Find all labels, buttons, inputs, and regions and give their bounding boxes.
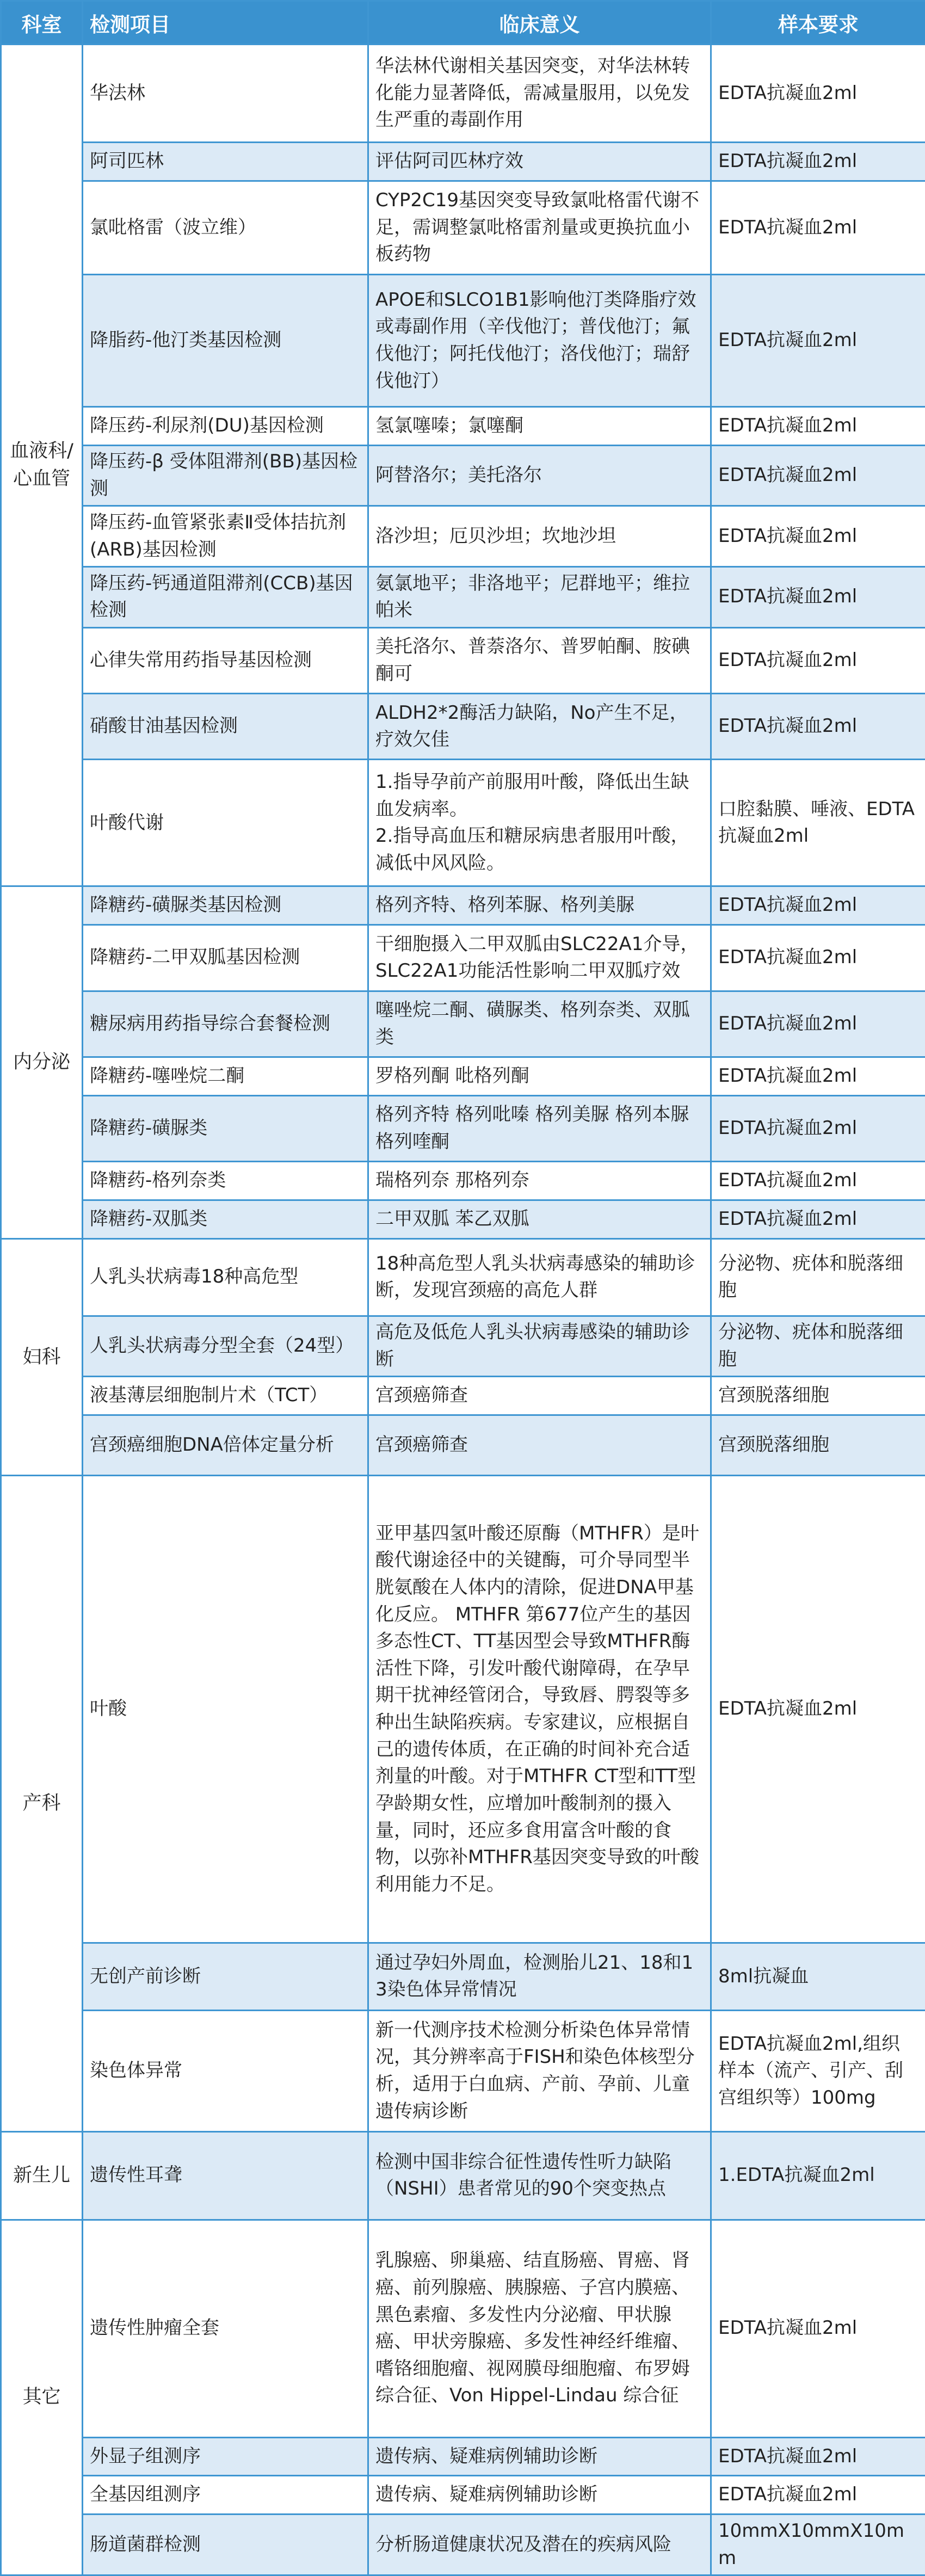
table-row — [1, 2515, 925, 2575]
sample-requirement-cell: EDTA抗凝血2ml — [711, 991, 925, 1057]
table-row — [1, 1415, 925, 1476]
table-row — [1, 1238, 925, 1316]
test-item-cell: 降压药-钙通道阻滞剂(CCB)基因检测 — [83, 566, 368, 627]
test-item-cell: 外显子组测序 — [83, 2437, 368, 2476]
table-row — [1, 1162, 925, 1200]
test-item-cell: 华法林 — [83, 45, 368, 143]
sample-requirement-cell: EDTA抗凝血2ml — [711, 1476, 925, 1943]
sample-requirement-cell: EDTA抗凝血2ml — [711, 886, 925, 925]
sample-requirement-cell: EDTA抗凝血2ml,组织样本（流产、引产、刮宫组织等）100mg — [711, 2011, 925, 2132]
table-row — [1, 886, 925, 925]
table-row — [1, 925, 925, 991]
clinical-significance-cell: 遗传病、疑难病例辅助诊断 — [368, 2476, 711, 2515]
sample-requirement-cell: 10mmX10mmX10mm — [711, 2515, 925, 2575]
department-cell: 新生儿 — [1, 2131, 83, 2220]
clinical-significance-cell: 格列齐特、格列苯脲、格列美脲 — [368, 886, 711, 925]
clinical-significance-cell: 亚甲基四氢叶酸还原酶（MTHFR）是叶酸代谢途径中的关键酶，可介导同型半胱氨酸在人体内的清除，促进DNA甲基化反应。 MTHFR 第677位产生的基因多态性CT、TT基因型会导致MTHFR酶活性下降，引发叶酸代谢障碍，在孕早期干扰神经管闭合，导致唇、腭裂等多种出生缺陷疾病。专家建议，应根据自己的遗传体质，在正确的时间补充合适剂量的叶酸。对于MTHFR CT型和TT型孕龄期女性，应增加叶酸制剂的摄入量，同时，还应多食用富含叶酸的食物，以弥补MTHFR基因突变导致的叶酸利用能力不足。 — [368, 1476, 711, 1943]
test-item-cell: 阿司匹林 — [83, 143, 368, 181]
department-cell: 妇科 — [1, 1238, 83, 1475]
table-row — [1, 1943, 925, 2010]
table-row — [1, 406, 925, 445]
test-item-cell: 降糖药-噻唑烷二酮 — [83, 1057, 368, 1095]
clinical-significance-cell: 格列齐特 格列吡嗪 格列美脲 格列本脲 格列喹酮 — [368, 1095, 711, 1161]
sample-requirement-cell: 分泌物、疣体和脱落细胞 — [711, 1316, 925, 1377]
clinical-significance-cell: 氨氯地平；非洛地平；尼群地平；维拉帕米 — [368, 566, 711, 627]
sample-requirement-cell: 口腔黏膜、唾液、EDTA抗凝血2ml — [711, 760, 925, 886]
sample-requirement-cell: EDTA抗凝血2ml — [711, 275, 925, 407]
test-item-cell: 宫颈癌细胞DNA倍体定量分析 — [83, 1415, 368, 1476]
sample-requirement-cell: 8ml抗凝血 — [711, 1943, 925, 2010]
department-cell: 产科 — [1, 1476, 83, 2131]
clinical-significance-cell: 二甲双胍 苯乙双胍 — [368, 1200, 711, 1239]
test-item-cell: 叶酸 — [83, 1476, 368, 1943]
clinical-significance-cell: 干细胞摄入二甲双胍由SLC22A1介导，SLC22A1功能活性影响二甲双胍疗效 — [368, 925, 711, 991]
sample-requirement-cell: 分泌物、疣体和脱落细胞 — [711, 1238, 925, 1316]
table-row — [1, 1057, 925, 1095]
test-item-cell: 降糖药-双胍类 — [83, 1200, 368, 1239]
test-item-cell: 降糖药-二甲双胍基因检测 — [83, 925, 368, 991]
test-item-cell: 降糖药-磺脲类基因检测 — [83, 886, 368, 925]
table-row — [1, 2437, 925, 2476]
clinical-significance-cell: 美托洛尔、普萘洛尔、普罗帕酮、胺碘酮可 — [368, 627, 711, 693]
test-item-cell: 心律失常用药指导基因检测 — [83, 627, 368, 693]
table-row — [1, 445, 925, 506]
sample-requirement-cell: 1.EDTA抗凝血2ml — [711, 2131, 925, 2220]
table-row — [1, 2476, 925, 2515]
test-item-cell: 降压药-利尿剂(DU)基因检测 — [83, 406, 368, 445]
clinical-significance-cell: 评估阿司匹林疗效 — [368, 143, 711, 181]
table-row — [1, 1316, 925, 1377]
sample-requirement-cell: 宫颈脱落细胞 — [711, 1415, 925, 1476]
clinical-significance-cell: 18种高危型人乳头状病毒感染的辅助诊断，发现宫颈癌的高危人群 — [368, 1238, 711, 1316]
clinical-significance-cell: 洛沙坦；厄贝沙坦；坎地沙坦 — [368, 506, 711, 567]
clinical-significance-cell: 噻唑烷二酮、磺脲类、格列奈类、双胍类 — [368, 991, 711, 1057]
clinical-significance-cell: 新一代测序技术检测分析染色体异常情况，其分辨率高于FISH和染色体核型分析，适用于白血病、产前、孕前、儿童遗传病诊断 — [368, 2011, 711, 2132]
sample-requirement-cell: EDTA抗凝血2ml — [711, 143, 925, 181]
test-item-cell: 遗传性肿瘤全套 — [83, 2220, 368, 2437]
sample-requirement-cell: EDTA抗凝血2ml — [711, 1057, 925, 1095]
sample-requirement-cell: EDTA抗凝血2ml — [711, 693, 925, 759]
clinical-significance-cell: 宫颈癌筛查 — [368, 1415, 711, 1476]
table-row — [1, 181, 925, 275]
test-item-cell: 氯吡格雷（波立维） — [83, 181, 368, 275]
table-row — [1, 693, 925, 759]
table-row — [1, 566, 925, 627]
table-row — [1, 2220, 925, 2437]
clinical-significance-cell: 分析肠道健康状况及潜在的疾病风险 — [368, 2515, 711, 2575]
table-row — [1, 2131, 925, 2220]
sample-requirement-cell: EDTA抗凝血2ml — [711, 506, 925, 567]
clinical-significance-cell: 遗传病、疑难病例辅助诊断 — [368, 2437, 711, 2476]
test-item-cell: 叶酸代谢 — [83, 760, 368, 886]
table-row — [1, 275, 925, 407]
table-row — [1, 991, 925, 1057]
table-row — [1, 45, 925, 143]
sample-requirement-cell: EDTA抗凝血2ml — [711, 566, 925, 627]
clinical-significance-cell: 罗格列酮 吡格列酮 — [368, 1057, 711, 1095]
test-item-cell: 硝酸甘油基因检测 — [83, 693, 368, 759]
table-header-row — [1, 1, 925, 45]
clinical-significance-cell: CYP2C19基因突变导致氯吡格雷代谢不足，需调整氯吡格雷剂量或更换抗血小板药物 — [368, 181, 711, 275]
clinical-significance-cell: ALDH2*2酶活力缺陷，No产生不足，疗效欠佳 — [368, 693, 711, 759]
sample-requirement-cell: 宫颈脱落细胞 — [711, 1377, 925, 1415]
test-item-cell: 肠道菌群检测 — [83, 2515, 368, 2575]
table-row — [1, 1095, 925, 1161]
department-cell: 内分泌 — [1, 886, 83, 1239]
sample-requirement-cell: EDTA抗凝血2ml — [711, 45, 925, 143]
sample-requirement-cell: EDTA抗凝血2ml — [711, 2476, 925, 2515]
test-item-cell: 降脂药-他汀类基因检测 — [83, 275, 368, 407]
test-item-cell: 液基薄层细胞制片术（TCT） — [83, 1377, 368, 1415]
clinical-significance-cell: 通过孕妇外周血，检测胎儿21、18和13染色体异常情况 — [368, 1943, 711, 2010]
clinical-significance-cell: 瑞格列奈 那格列奈 — [368, 1162, 711, 1200]
test-item-cell: 人乳头状病毒分型全套（24型） — [83, 1316, 368, 1377]
test-item-cell: 降糖药-磺脲类 — [83, 1095, 368, 1161]
sample-requirement-cell: EDTA抗凝血2ml — [711, 2437, 925, 2476]
table-row — [1, 506, 925, 567]
test-item-cell: 染色体异常 — [83, 2011, 368, 2132]
clinical-significance-cell: APOE和SLCO1B1影响他汀类降脂疗效或毒副作用（辛伐他汀；普伐他汀；氟伐他汀；阿托伐他汀；洛伐他汀；瑞舒伐他汀） — [368, 275, 711, 407]
department-cell: 其它 — [1, 2220, 83, 2575]
table-row — [1, 1377, 925, 1415]
sample-requirement-cell: EDTA抗凝血2ml — [711, 1095, 925, 1161]
table-row — [1, 2011, 925, 2132]
test-item-cell: 人乳头状病毒18种高危型 — [83, 1238, 368, 1316]
clinical-significance-cell: 检测中国非综合征性遗传性听力缺陷（NSHI）患者常见的90个突变热点 — [368, 2131, 711, 2220]
sample-requirement-cell: EDTA抗凝血2ml — [711, 1162, 925, 1200]
sample-requirement-cell: EDTA抗凝血2ml — [711, 406, 925, 445]
test-item-cell: 无创产前诊断 — [83, 1943, 368, 2010]
header-department: 科室 — [1, 1, 83, 45]
sample-requirement-cell: EDTA抗凝血2ml — [711, 627, 925, 693]
sample-requirement-cell: EDTA抗凝血2ml — [711, 2220, 925, 2437]
sample-requirement-cell: EDTA抗凝血2ml — [711, 1200, 925, 1239]
department-cell: 血液科/ 心血管 — [1, 45, 83, 886]
sample-requirement-cell: EDTA抗凝血2ml — [711, 925, 925, 991]
test-item-cell: 降压药-β 受体阻滞剂(BB)基因检测 — [83, 445, 368, 506]
table-body — [1, 45, 925, 2575]
clinical-significance-cell: 高危及低危人乳头状病毒感染的辅助诊断 — [368, 1316, 711, 1377]
test-item-cell: 遗传性耳聋 — [83, 2131, 368, 2220]
clinical-significance-cell: 1.指导孕前产前服用叶酸，降低出生缺血发病率。 2.指导高血压和糖尿病患者服用叶酸，减低中风风险。 — [368, 760, 711, 886]
clinical-significance-cell: 阿替洛尔；美托洛尔 — [368, 445, 711, 506]
table-row — [1, 1476, 925, 1943]
header-sample: 样本要求 — [711, 1, 925, 45]
clinical-significance-cell: 氢氯噻嗪；氯噻酮 — [368, 406, 711, 445]
header-item: 检测项目 — [83, 1, 368, 45]
table-row — [1, 760, 925, 886]
test-item-cell: 全基因组测序 — [83, 2476, 368, 2515]
sample-requirement-cell: EDTA抗凝血2ml — [711, 445, 925, 506]
table-row — [1, 1200, 925, 1239]
test-item-cell: 糖尿病用药指导综合套餐检测 — [83, 991, 368, 1057]
test-item-cell: 降糖药-格列奈类 — [83, 1162, 368, 1200]
clinical-significance-cell: 华法林代谢相关基因突变，对华法林转化能力显著降低，需减量服用，以免发生严重的毒副作用 — [368, 45, 711, 143]
table-row — [1, 627, 925, 693]
header-significance: 临床意义 — [368, 1, 711, 45]
test-item-cell: 降压药-血管紧张素Ⅱ受体拮抗剂(ARB)基因检测 — [83, 506, 368, 567]
clinical-significance-cell: 宫颈癌筛查 — [368, 1377, 711, 1415]
sample-requirement-cell: EDTA抗凝血2ml — [711, 181, 925, 275]
clinical-significance-cell: 乳腺癌、卵巢癌、结直肠癌、胃癌、肾癌、前列腺癌、胰腺癌、子宫内膜癌、黑色素瘤、多发性内分泌瘤、甲状腺癌、甲状旁腺癌、多发性神经纤维瘤、嗜铬细胞瘤、视网膜母细胞瘤、布罗姆综合征、Von Hippel-Lindau 综合征 — [368, 2220, 711, 2437]
table-row — [1, 143, 925, 181]
